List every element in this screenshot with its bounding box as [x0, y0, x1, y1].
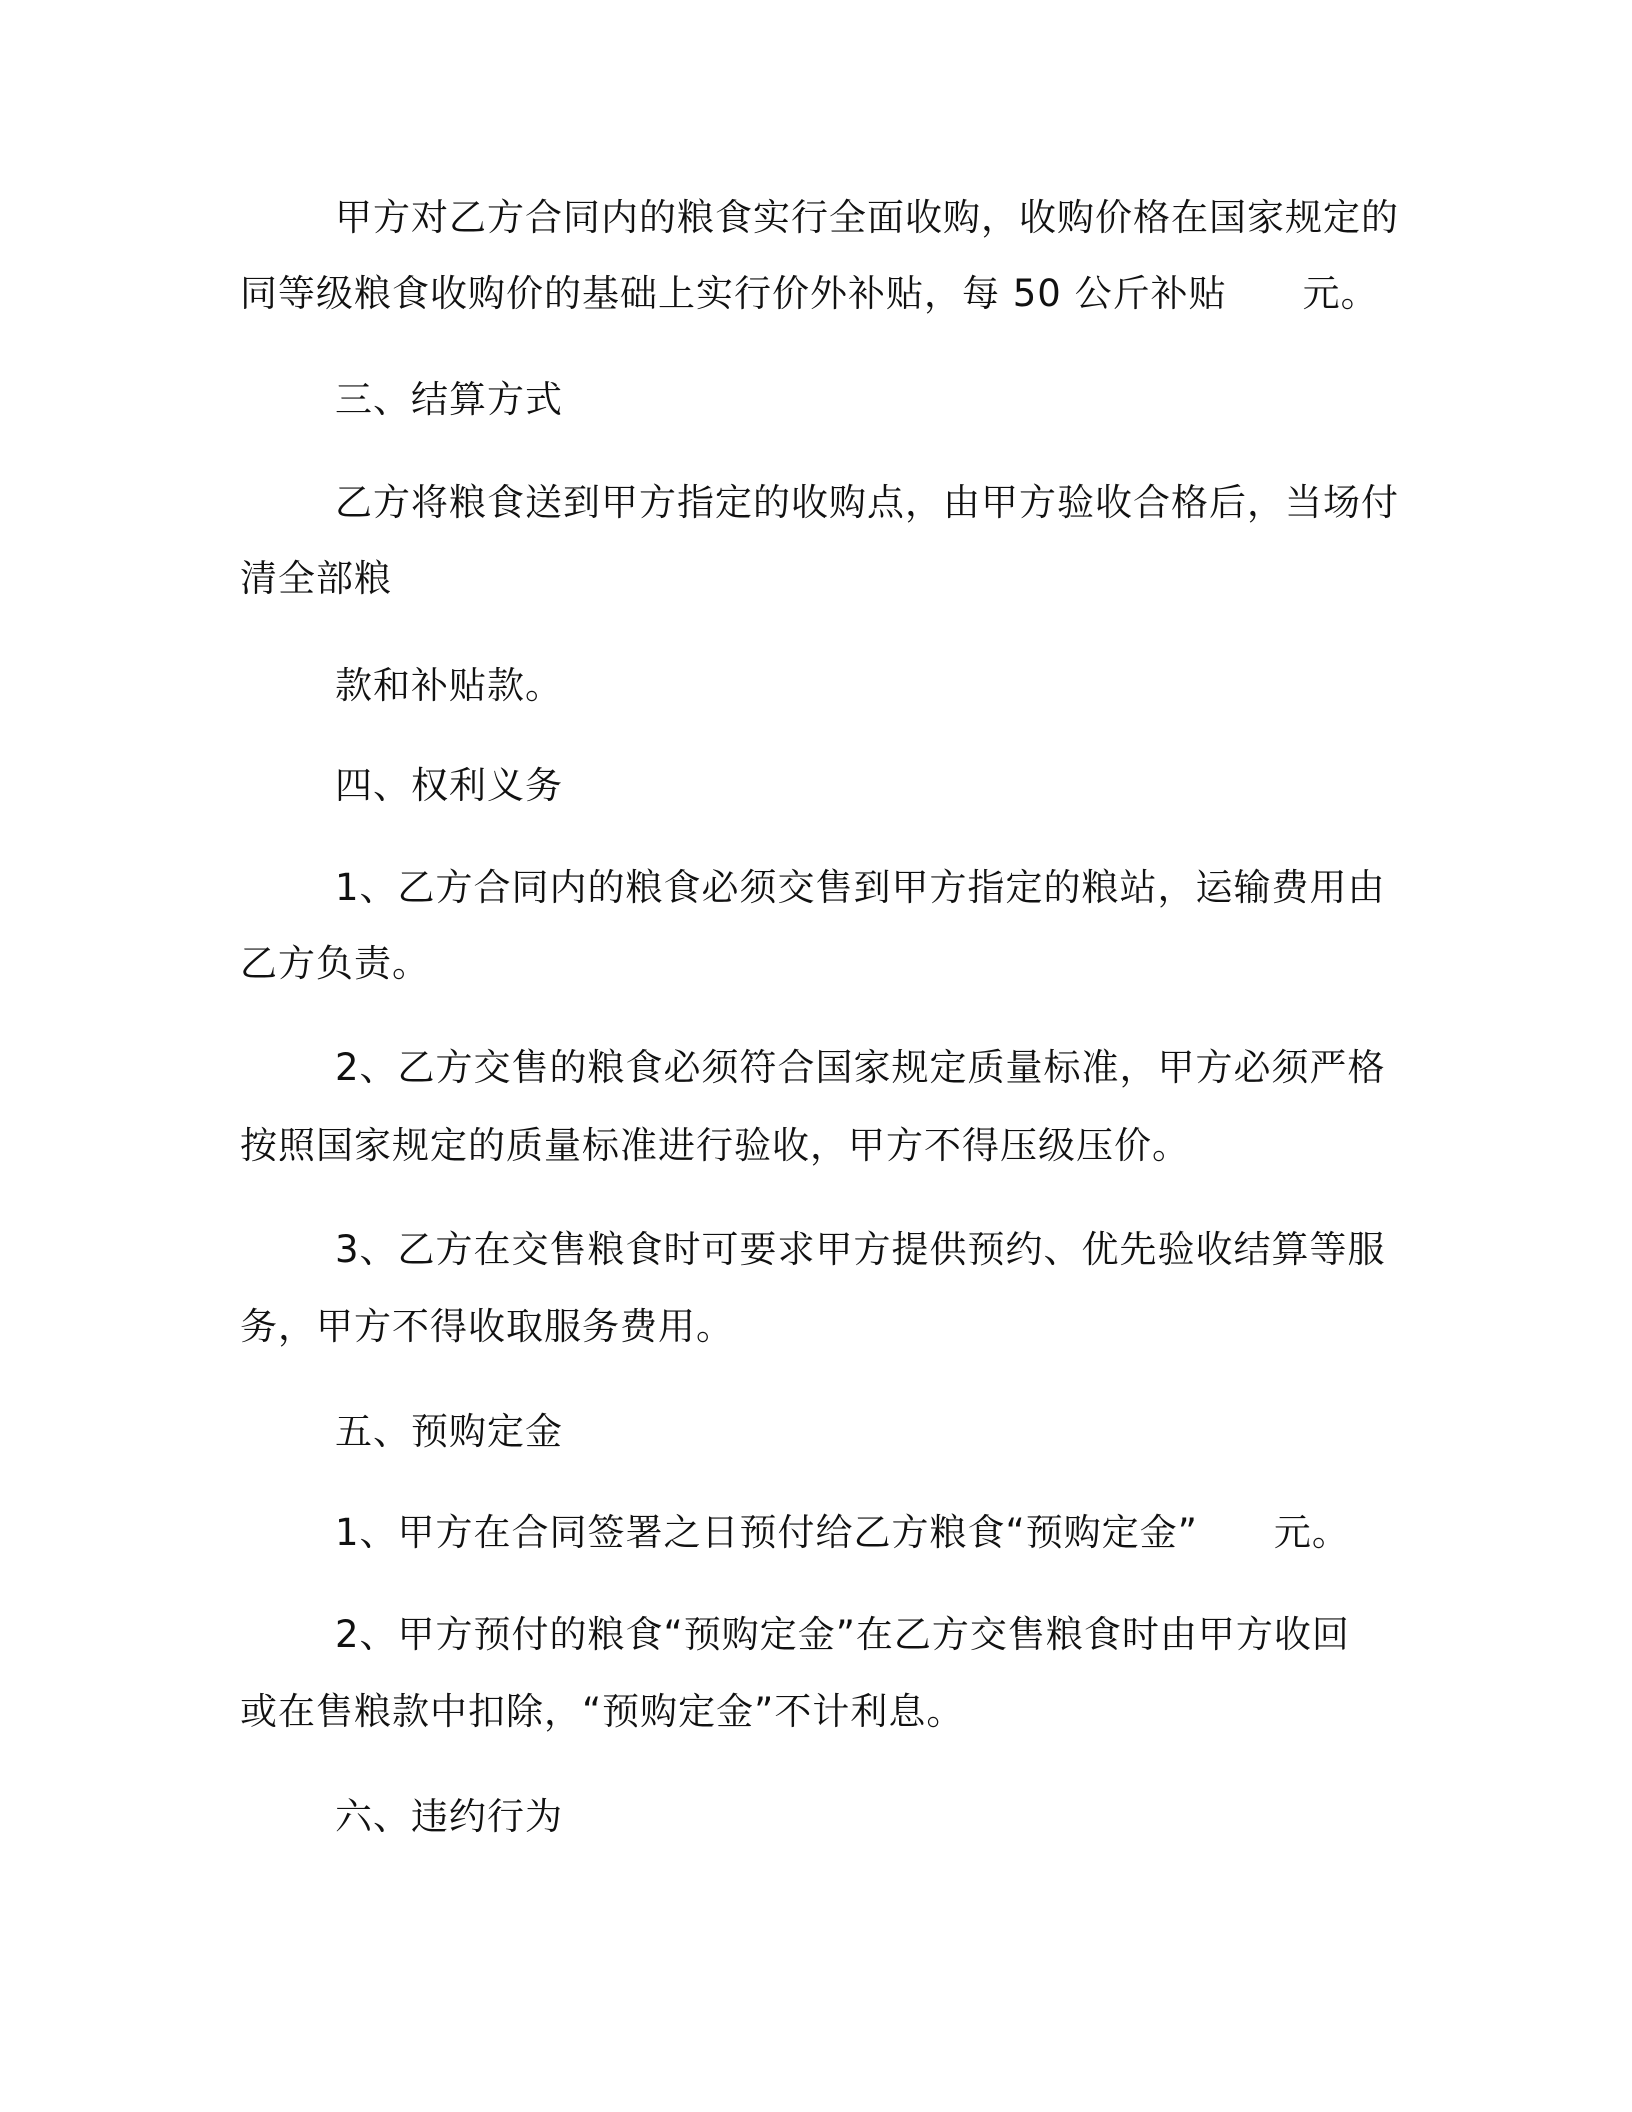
- section-heading-settlement: 三、结算方式: [335, 378, 563, 421]
- paragraph-deposit-1: 1、甲方在合同签署之日预付给乙方粮食“预购定金” 元。: [335, 1511, 1350, 1554]
- paragraph-rights-1-line-1: 1、乙方合同内的粮食必须交售到甲方指定的粮站，运输费用由: [335, 866, 1386, 909]
- paragraph-rights-3-line-1: 3、乙方在交售粮食时可要求甲方提供预约、优先验收结算等服: [335, 1228, 1386, 1271]
- paragraph-purchase-line-1: 甲方对乙方合同内的粮食实行全面收购，收购价格在国家规定的: [335, 196, 1399, 239]
- paragraph-rights-1-line-2: 乙方负责。: [240, 942, 430, 985]
- paragraph-rights-2-line-2: 按照国家规定的质量标准进行验收，甲方不得压级压价。: [240, 1124, 1190, 1167]
- section-heading-breach: 六、违约行为: [335, 1795, 563, 1838]
- section-heading-deposit: 五、预购定金: [335, 1410, 563, 1453]
- paragraph-deposit-2-line-2: 或在售粮款中扣除，“预购定金”不计利息。: [240, 1690, 965, 1733]
- paragraph-settlement-line-2: 清全部粮: [240, 557, 392, 600]
- paragraph-rights-3-line-2: 务，甲方不得收取服务费用。: [240, 1305, 734, 1348]
- paragraph-deposit-2-line-1: 2、甲方预付的粮食“预购定金”在乙方交售粮食时由甲方收回: [335, 1613, 1350, 1656]
- section-heading-rights-obligations: 四、权利义务: [335, 764, 563, 807]
- paragraph-purchase-line-2: 同等级粮食收购价的基础上实行价外补贴，每 50 公斤补贴 元。: [240, 272, 1379, 315]
- paragraph-settlement-line-1: 乙方将粮食送到甲方指定的收购点，由甲方验收合格后，当场付: [335, 481, 1399, 524]
- paragraph-settlement-line-3: 款和补贴款。: [335, 664, 563, 707]
- paragraph-rights-2-line-1: 2、乙方交售的粮食必须符合国家规定质量标准，甲方必须严格: [335, 1046, 1386, 1089]
